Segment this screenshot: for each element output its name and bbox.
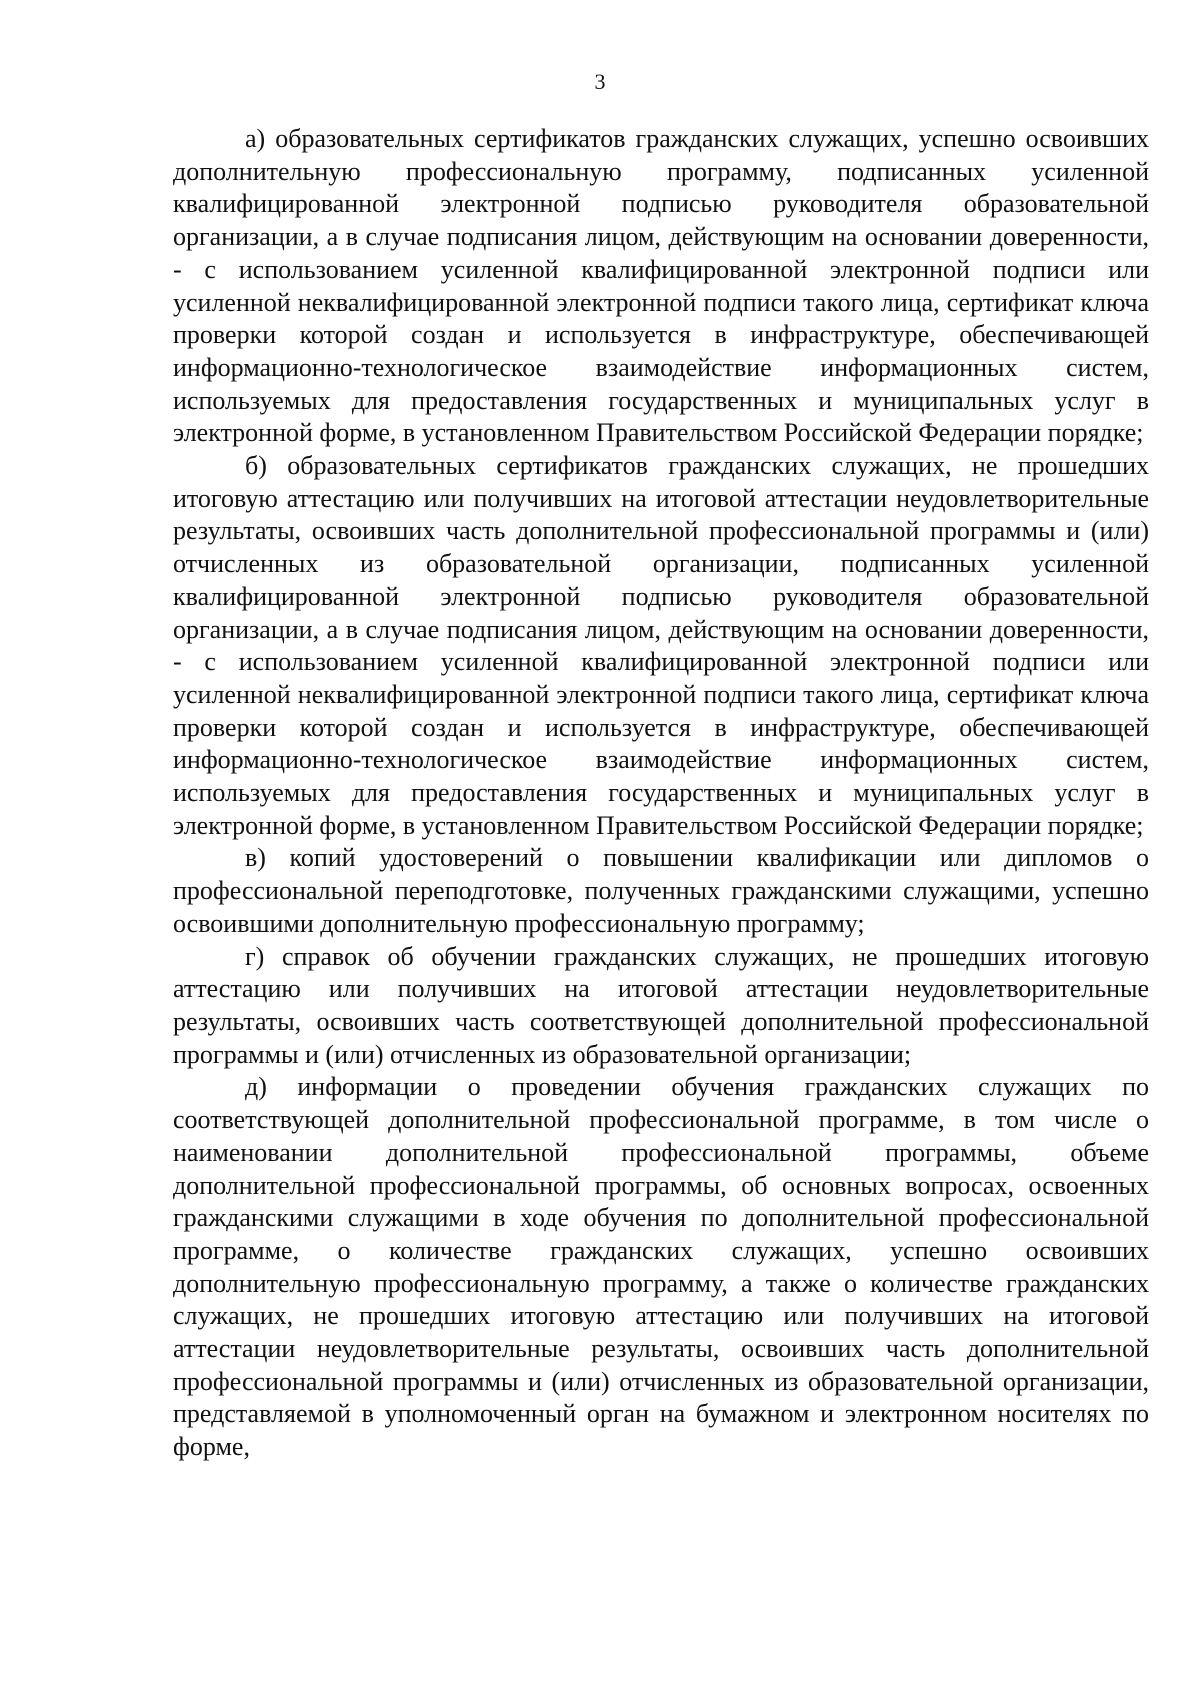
paragraph-b: б) образовательных сертификатов гражданских служащих, не прошедших итоговую аттестацию или получивших на итоговой аттестации неудовлетворительные результаты, освоивших часть дополнительной профессиональной программы и (или) отчисленных из образовательной организации, подписанных усиленной квалифицированной электронной подписью руководителя образовательной организации, а в случае подписания лицом, действующим на основании доверенности, - с использованием усиленной квалифицированной электронной подписи или усиленной неквалифицированной электронной подписи такого лица, сертификат ключа проверки которой создан и используется в инфраструктуре, обеспечивающей информационно-технологическое взаимодействие информационных систем, используемых для предоставления государственных и муниципальных услуг в электронной форме, в установленном Правительством Российской Федерации порядке; — [173, 451, 1149, 840]
paragraph-v: в) копий удостоверений о повышении квалификации или дипломов о профессиональной переподготовке, полученных гражданскими служащими, успешно освоившими дополнительную профессиональную программу; — [173, 843, 1149, 938]
paragraph-d: д) информации о проведении обучения гражданских служащих по соответствующей дополнительной профессиональной программе, в том числе о наименовании дополнительной профессиональной программы, объеме дополнительной профессиональной программы, об основных вопросах, освоенных гражданскими служащими в ходе обучения по дополнительной профессиональной программе, о количестве гражданских служащих, успешно освоивших дополнительную профессиональную программу, а также о количестве гражданских служащих, не прошедших итоговую аттестацию или получивших на итоговой аттестации неудовлетворительные результаты, освоивших часть дополнительной профессиональной программы и (или) отчисленных из образовательной организации, представляемой в уполномоченный орган на бумажном и электронном носителях по форме, — [173, 1072, 1149, 1462]
document-body — [173, 123, 1149, 1464]
paragraph-a: а) образовательных сертификатов гражданских служащих, успешно освоивших дополнительную профессиональную программу, подписанных усиленной квалифицированной электронной подписью руководителя образовательной организации, а в случае подписания лицом, действующим на основании доверенности, - с использованием усиленной квалифицированной электронной подписи или усиленной неквалифицированной электронной подписи такого лица, сертификат ключа проверки которой создан и используется в инфраструктуре, обеспечивающей информационно-технологическое взаимодействие информационных систем, используемых для предоставления государственных и муниципальных услуг в электронной форме, в установленном Правительством Российской Федерации порядке; — [173, 124, 1149, 448]
page-number: 3 — [594, 69, 606, 94]
paragraph-g: г) справок об обучении гражданских служащих, не прошедших итоговую аттестацию или получивших на итоговой аттестации неудовлетворительные результаты, освоивших часть соответствующей дополнительной профессиональной программы и (или) отчисленных из образовательной организации; — [173, 941, 1149, 1069]
